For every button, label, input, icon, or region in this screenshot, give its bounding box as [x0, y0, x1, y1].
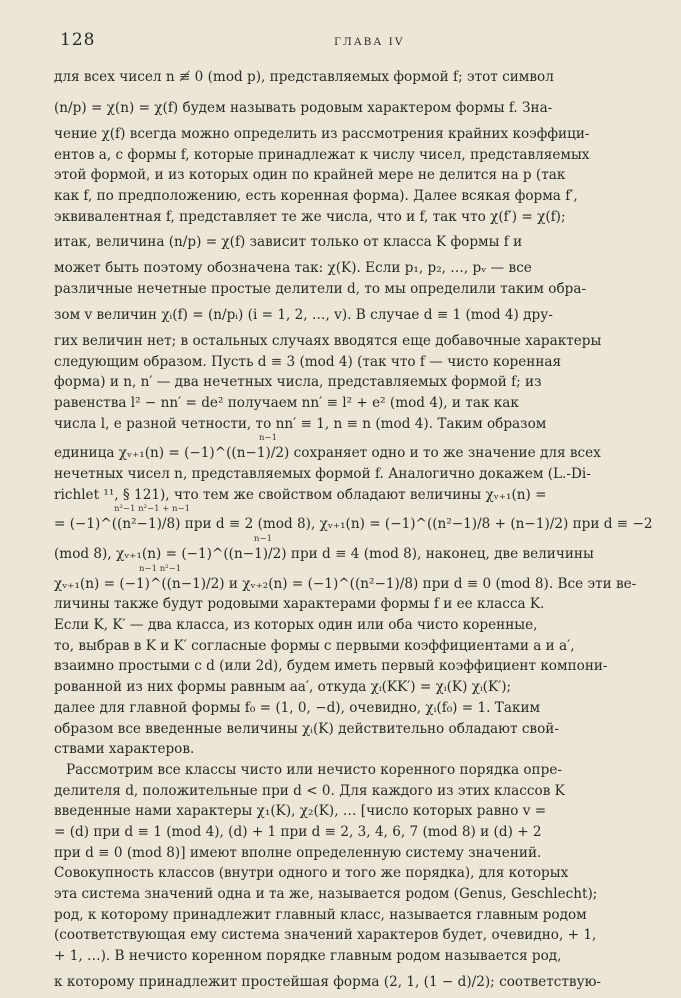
text-line: = (−1)^((n²−1)/8) при d ≡ 2 (mod 8), χᵥ₊₁(n) = (−1)^((n²−1)/8 + (n−1)/2) при d ≡ −2 — [54, 516, 653, 533]
text-line: рованной из них формы равным aa′, откуда χᵢ(KK′) = χᵢ(K) χᵢ(K′); — [54, 679, 512, 696]
text-line: числа l, e разной четности, то nn′ ≡ 1, n ≡ n (mod 4). Таким образом — [54, 415, 547, 432]
text-line: Совокупность классов (внутри одного и того же порядка), для которых — [54, 865, 569, 882]
text-line: введенные нами характеры χ₁(K), χ₂(K), … [число которых равно v = — [54, 803, 547, 820]
text-line: к которому принадлежит простейшая форма (2, 1, (1 − d)/2); соответствую- — [54, 973, 602, 990]
text-line: личины также будут родовыми характерами формы f и ее класса K. — [54, 596, 545, 613]
text-line: чение χ(f) всегда можно определить из рассмотрения крайних коэффици- — [54, 126, 590, 142]
text-line: как f, по предположению, есть коренная форма). Далее всякая форма f′, — [54, 188, 578, 205]
text-line: нечетных чисел n, представляемых формой f. Аналогично докажем (L.-Di- — [54, 465, 591, 482]
text-line: (соответствующая ему система значений характеров будет, очевидно, + 1, — [54, 927, 597, 944]
page-number: 128 — [60, 30, 96, 50]
running-head: ГЛАВА IV — [334, 36, 405, 48]
text-line: зом v величин χᵢ(f) = (n/pᵢ) (i = 1, 2, …, v). В случае d ≡ 1 (mod 4) дру- — [54, 306, 553, 323]
text-line: для всех чисел n ≢ 0 (mod p), представляемых формой f; этот символ — [54, 69, 554, 85]
text-line: Если K, K′ — два класса, из которых один или оба чисто коренные, — [54, 617, 538, 634]
superscript-row: n−1 — [254, 534, 273, 544]
superscript-row: n²−1 n²−1 + n−1 — [114, 504, 191, 515]
text-line: форма) и n, n′ — два нечетных числа, представляемых формой f; из — [54, 374, 542, 391]
text-line: этой формой, и из которых один по крайней мере не делится на p (так — [54, 167, 566, 184]
text-line: далее для главной формы f₀ = (1, 0, −d), очевидно, χᵢ(f₀) = 1. Таким — [54, 699, 541, 716]
superscript-row: n−1 — [259, 433, 278, 444]
text-line: различные нечетные простые делители d, то мы определили таким обра- — [54, 281, 587, 298]
text-line: ентов a, c формы f, которые принадлежат к числу чисел, представляемых — [54, 146, 590, 163]
text-line: χᵥ₊₁(n) = (−1)^((n−1)/2) и χᵥ₊₂(n) = (−1)^((n²−1)/8) при d ≡ 0 (mod 8). Все эти ве- — [54, 575, 637, 592]
text-line: ствами характеров. — [54, 741, 195, 758]
text-line: при d ≡ 0 (mod 8)] имеют вполне определенную систему значений. — [54, 844, 542, 861]
text-line: richlet ¹¹, § 121), что тем же свойством обладают величины χᵥ₊₁(n) = — [54, 486, 547, 503]
text-line: эта система значений одна и та же, называется родом (Genus, Geschlecht); — [54, 886, 598, 902]
superscript-row: n−1 n²−1 — [139, 563, 182, 574]
text-line: равенства l² − nn′ = de² получаем nn′ ≡ l² + e² (mod 4), и так как — [54, 394, 519, 411]
page-body — [54, 62, 657, 998]
text-line: эквивалентная f, представляет те же числа, что и f, так что χ(f′) = χ(f); — [54, 208, 566, 225]
text-line: образом все введенные величины χᵢ(K) действительно обладают свой- — [54, 720, 559, 737]
text-line: то, выбрав в K и K′ согласные формы с первыми коэффициентами a и a′, — [54, 637, 575, 654]
text-line: следующим образом. Пусть d ≡ 3 (mod 4) (так что f — чисто коренная — [54, 353, 562, 370]
text-line: гих величин нет; в остальных случаях вводятся еще добавочные характеры — [54, 332, 602, 349]
text-line: Рассмотрим все классы чисто или нечисто коренного порядка опре- — [66, 761, 562, 778]
text-line: род, к которому принадлежит главный класс, называется главным родом — [54, 906, 587, 923]
text-line: может быть поэтому обозначена так: χ(K). Если p₁, p₂, …, pᵥ — все — [54, 260, 532, 277]
text-line: итак, величина (n/p) = χ(f) зависит только от класса K формы f и — [54, 234, 523, 251]
text-line: единица χᵥ₊₁(n) = (−1)^((n−1)/2) сохраняет одно и то же значение для всех — [54, 445, 601, 462]
page-header — [54, 30, 641, 50]
text-line: (n/p) = χ(n) = χ(f) будем называть родовым характером формы f. Зна- — [54, 100, 553, 116]
text-line: делителя d, положительные при d < 0. Для каждого из этих классов K — [54, 782, 565, 799]
text-line: = (d) при d ≡ 1 (mod 4), (d) + 1 при d ≡ 2, 3, 4, 6, 7 (mod 8) и (d) + 2 — [54, 823, 542, 840]
text-line: взаимно простыми с d (или 2d), будем иметь первый коэффициент компони- — [54, 658, 608, 675]
text-line: + 1, …). В нечисто коренном порядке главным родом называется род, — [54, 948, 562, 965]
text-line: (mod 8), χᵥ₊₁(n) = (−1)^((n−1)/2) при d ≡ 4 (mod 8), наконец, две величины — [54, 546, 594, 562]
